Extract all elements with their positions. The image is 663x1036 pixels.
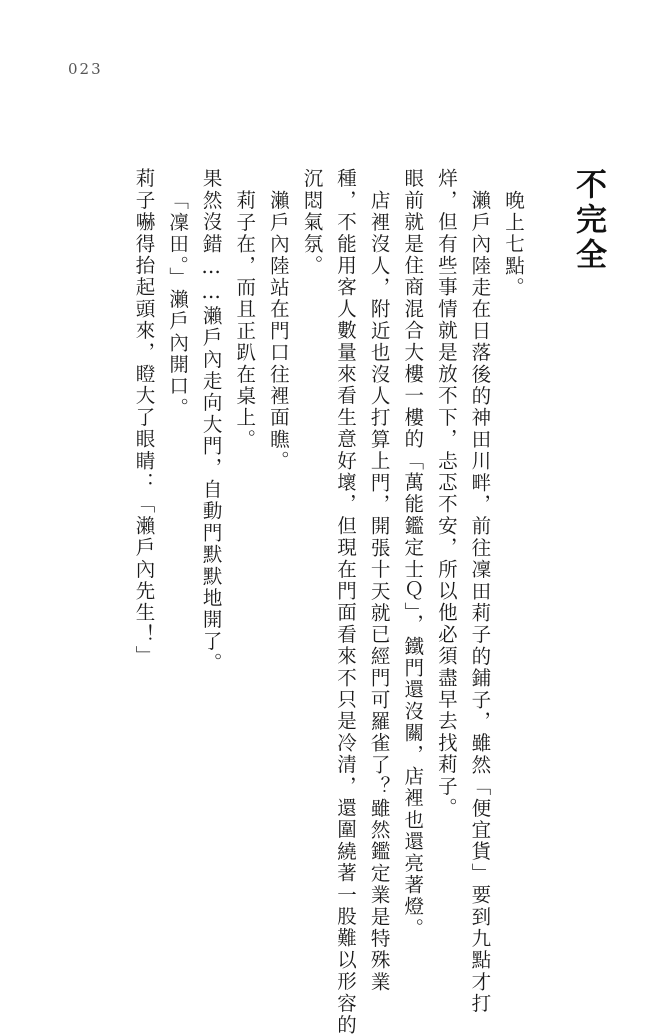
text-line: 眼前就是住商混合大樓一樓的「萬能鑑定士Ｑ」，鐵門還沒關，店裡也還亮著燈。 [401,168,425,940]
text-line: 烊，但有些事情就是放不下，忐忑不安，所以他必須盡早去找莉子。 [434,168,458,819]
text-line: 果然沒錯……瀨戶內走向大門，自動門默默地開了。 [199,168,223,675]
text-line: 晚上七點。 [502,190,525,299]
text-line: 莉子嚇得抬起頭來，瞪大了眼睛：「瀨戶內先生！」 [132,168,156,668]
text-line: 莉子在，而且正趴在桌上。 [233,190,257,451]
chapter-title: 不完全 [570,168,606,273]
text-line: 瀨戶內陸站在門口往裡面瞧。 [266,190,290,473]
vertical-text-block [127,168,606,1036]
text-line: 沉悶氣氛。 [300,168,324,277]
text-line: 瀨戶內陸走在日落後的神田川畔，前往凜田莉子的鋪子，雖然「便宜貨」要到九點才打 [468,190,492,1015]
text-line: 店裡沒人，附近也沒人打算上門，開張十天就已經門可羅雀了？雖然鑑定業是特殊業 [367,190,391,993]
page-number: 023 [68,60,103,78]
body-text [127,168,530,1036]
text-line: 種，不能用客人數量來看生意好壞，但現在門面看來不只是冷清，還圍繞著一股難以形容的 [334,168,358,1036]
text-line: 「凜田。」瀨戶內開口。 [166,190,190,419]
